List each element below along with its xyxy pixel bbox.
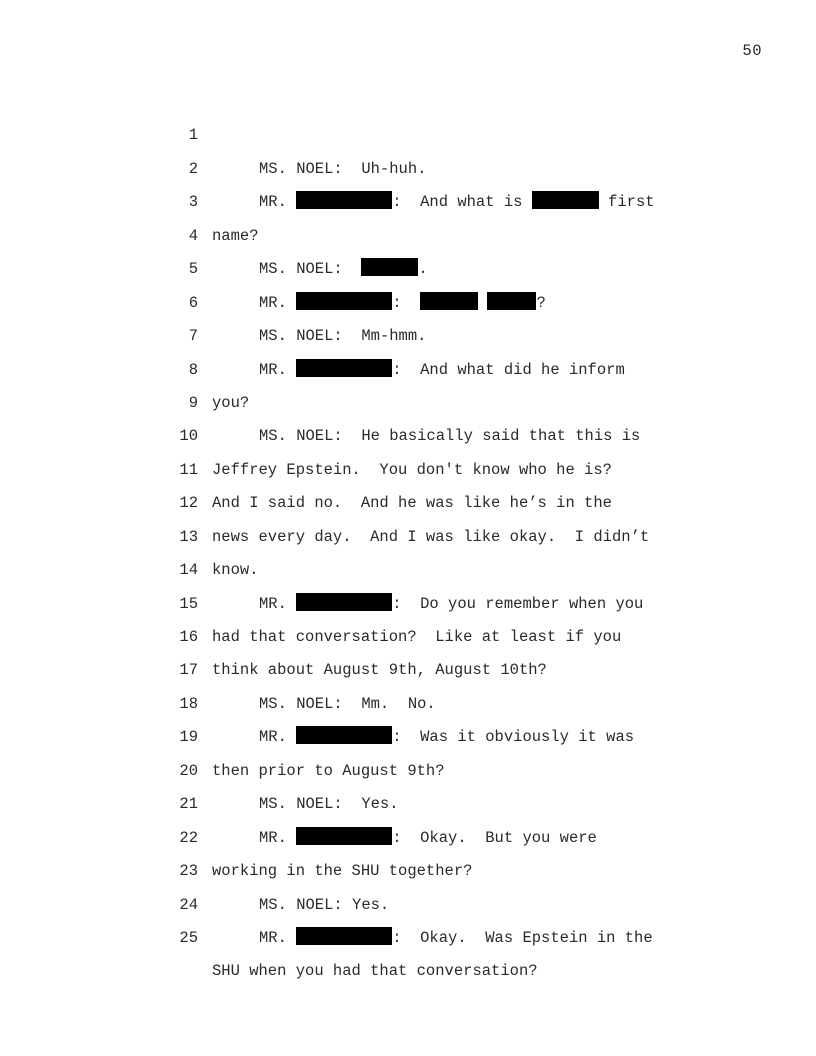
- speaker-label: MR.: [259, 928, 297, 947]
- line-number: 11: [179, 460, 198, 479]
- line-number: 3: [188, 193, 198, 212]
- line-text-segment: .: [418, 260, 428, 279]
- line-text-segment: first: [598, 193, 655, 212]
- speaker-label: MR.: [259, 828, 297, 847]
- line-number: 17: [179, 661, 198, 680]
- line-text: then prior to August 9th?: [212, 761, 445, 780]
- line-text: MS. NOEL: Yes.: [259, 795, 399, 814]
- speaker-label: MR.: [259, 193, 297, 212]
- line-text: SHU when you had that conversation?: [212, 962, 538, 981]
- speaker-label: MR.: [259, 728, 297, 747]
- line-number: 2: [188, 159, 198, 178]
- line-text: working in the SHU together?: [212, 862, 473, 881]
- line-number: 5: [188, 260, 198, 279]
- line-number: 23: [179, 862, 198, 881]
- line-number: 20: [179, 761, 198, 780]
- line-number: 13: [179, 527, 198, 546]
- line-text-segment: : Do you remember when you: [392, 594, 644, 613]
- line-number: 16: [179, 628, 198, 647]
- line-number: 22: [179, 828, 198, 847]
- line-number: 21: [179, 795, 198, 814]
- line-text: MS. NOEL: Mm. No.: [259, 694, 436, 713]
- line-text: had that conversation? Like at least if you: [212, 628, 622, 647]
- line-text: MS. NOEL: He basically said that this is: [259, 427, 641, 446]
- line-number: 12: [179, 494, 198, 513]
- line-text-segment: : Was it obviously it was: [392, 728, 635, 747]
- line-number: 7: [188, 327, 198, 346]
- line-text-segment: : And what is: [392, 193, 532, 212]
- line-number: 6: [188, 293, 198, 312]
- transcript-line: [0, 86, 816, 178]
- line-text: [259, 922, 653, 955]
- line-text: news every day. And I was like okay. I didn’t: [212, 527, 650, 546]
- line-number: 14: [179, 561, 198, 580]
- speaker-label: MR.: [259, 293, 297, 312]
- speaker-label: MR.: [259, 360, 297, 379]
- redaction-bar: [296, 927, 392, 945]
- page-number: 50: [742, 42, 762, 60]
- line-text-segment: :: [392, 293, 421, 312]
- line-text: Jeffrey Epstein. You don't know who he is?: [212, 460, 612, 479]
- speaker-label: MR.: [259, 594, 297, 613]
- line-text-segment: ?: [536, 293, 546, 312]
- line-text: MS. NOEL: Mm-hmm.: [259, 327, 427, 346]
- line-text-segment: : Okay. Was Epstein in the: [392, 928, 653, 947]
- line-number: 24: [179, 895, 198, 914]
- line-text: And I said no. And he was like he’s in the: [212, 494, 612, 513]
- line-number: 18: [179, 694, 198, 713]
- line-text: name?: [212, 226, 259, 245]
- line-text: know.: [212, 561, 259, 580]
- line-number: 8: [188, 360, 198, 379]
- line-number: 25: [179, 928, 198, 947]
- line-text: MS. NOEL: Yes.: [259, 895, 390, 914]
- line-number: 19: [179, 728, 198, 747]
- line-number: 15: [179, 594, 198, 613]
- line-text-segment: : Okay. But you were: [392, 828, 597, 847]
- speaker-label: MS. NOEL:: [259, 260, 362, 279]
- transcript: [0, 86, 816, 981]
- line-number: 9: [188, 393, 198, 412]
- line-number: 1: [188, 126, 198, 145]
- line-number: 4: [188, 226, 198, 245]
- line-text: MS. NOEL: Uh-huh.: [259, 159, 427, 178]
- line-text-segment: : And what did he inform: [392, 360, 625, 379]
- line-text: think about August 9th, August 10th?: [212, 661, 547, 680]
- line-text: you?: [212, 393, 250, 412]
- line-number: 10: [179, 427, 198, 446]
